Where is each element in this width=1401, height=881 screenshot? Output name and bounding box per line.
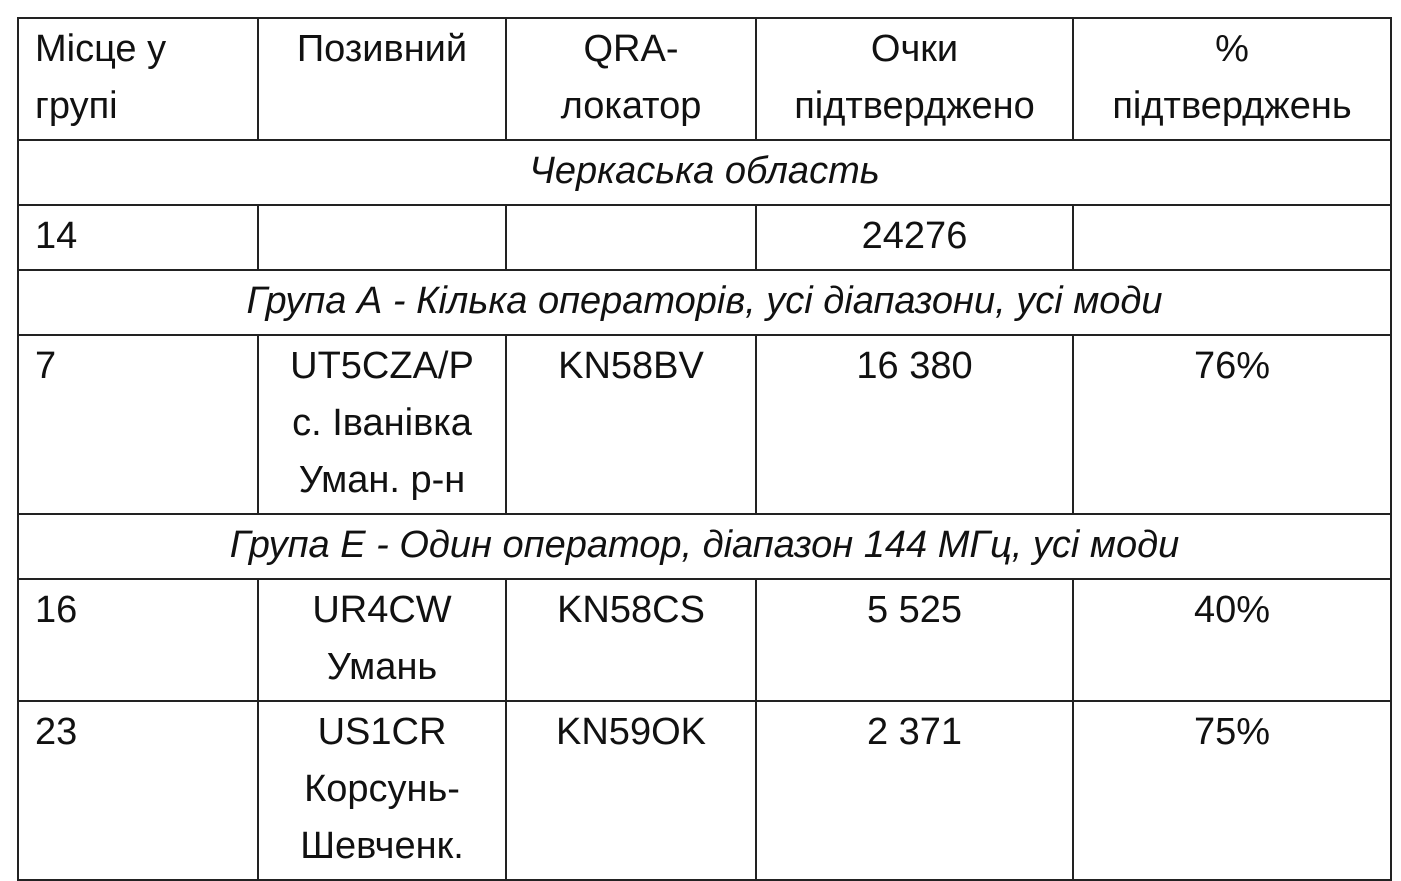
location-text: с. Іванівка: [292, 402, 472, 444]
header-text: підтверджено: [794, 85, 1035, 127]
header-text: групі: [35, 85, 118, 127]
place-cell: 16: [18, 579, 258, 701]
points-cell: 2 371: [756, 701, 1073, 880]
empty-cell: [258, 205, 506, 270]
header-text: Місце у: [35, 28, 167, 70]
callsign-cell: [258, 579, 506, 701]
header-points: [756, 18, 1073, 140]
group-e-title: Група Е - Один оператор, діапазон 144 МГц, усі моди: [18, 514, 1391, 579]
callsign-text: UR4CW: [312, 589, 452, 631]
place-cell: 23: [18, 701, 258, 880]
percent-cell: 40%: [1073, 579, 1391, 701]
header-place: [18, 18, 258, 140]
empty-cell: [506, 205, 756, 270]
table-row: [18, 579, 1391, 701]
region-title-row: [18, 140, 1391, 205]
results-table: [17, 17, 1392, 881]
location-text: Уман. р-н: [298, 459, 466, 501]
callsign-cell: [258, 701, 506, 880]
header-callsign: [258, 18, 506, 140]
locator-cell: KN58CS: [506, 579, 756, 701]
group-a-title-row: [18, 270, 1391, 335]
percent-cell: 76%: [1073, 335, 1391, 514]
locator-cell: KN59OK: [506, 701, 756, 880]
header-locator: [506, 18, 756, 140]
header-text: підтверджень: [1112, 85, 1352, 127]
region-total-row: [18, 205, 1391, 270]
table-row: [18, 335, 1391, 514]
callsign-text: UT5CZA/P: [290, 345, 474, 387]
location-text: Умань: [326, 646, 438, 688]
header-text: Очки: [870, 28, 959, 70]
percent-cell: 75%: [1073, 701, 1391, 880]
header-text: локатор: [560, 85, 702, 127]
region-title: Черкаська область: [18, 140, 1391, 205]
region-points: 24276: [756, 205, 1073, 270]
table-row: [18, 701, 1391, 880]
group-e-title-row: [18, 514, 1391, 579]
region-place: 14: [18, 205, 258, 270]
header-text: Позивний: [296, 28, 468, 70]
locator-cell: KN58BV: [506, 335, 756, 514]
points-cell: 5 525: [756, 579, 1073, 701]
location-text: Шевченк.: [300, 825, 464, 867]
header-row: [18, 18, 1391, 140]
header-text: QRA-: [583, 28, 679, 70]
empty-cell: [1073, 205, 1391, 270]
callsign-cell: [258, 335, 506, 514]
callsign-text: US1CR: [317, 711, 447, 753]
group-a-title: Група А - Кілька операторів, усі діапазони, усі моди: [18, 270, 1391, 335]
place-cell: 7: [18, 335, 258, 514]
location-text: Корсунь-: [304, 768, 460, 810]
points-cell: 16 380: [756, 335, 1073, 514]
header-percent: [1073, 18, 1391, 140]
header-text: %: [1215, 28, 1249, 70]
